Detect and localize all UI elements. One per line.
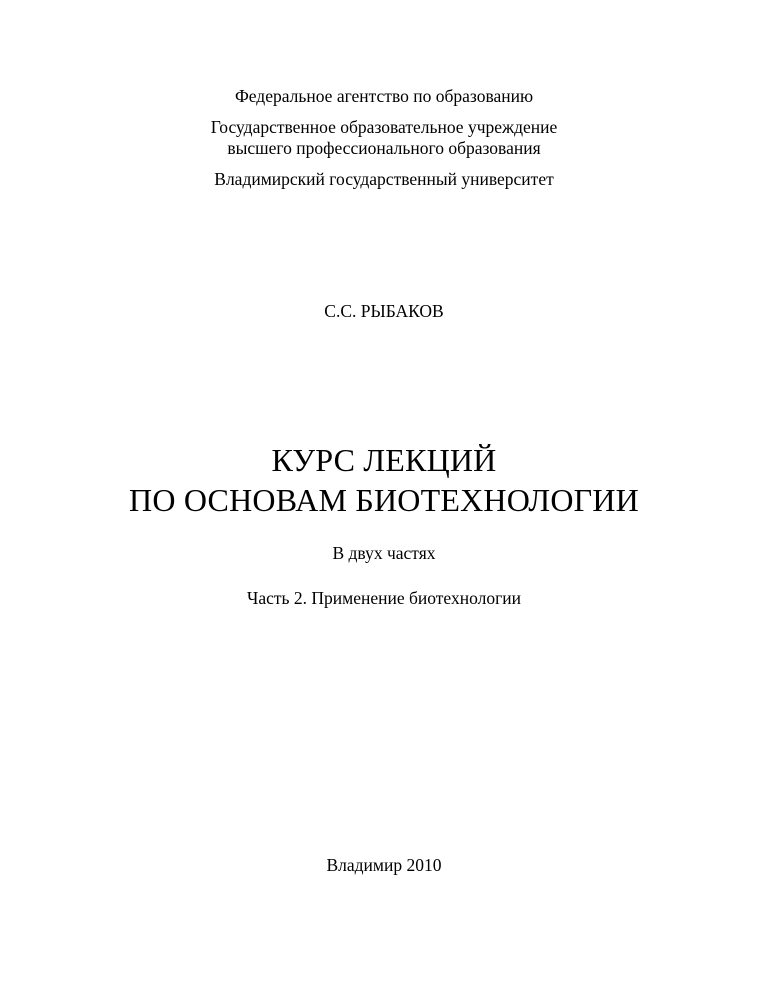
institution-type-line-1: Государственное образовательное учреждение — [210, 117, 558, 137]
ministry-name: Федеральное агентство по образованию — [234, 86, 534, 106]
author-name: С.С. РЫБАКОВ — [324, 301, 444, 321]
university-name: Владимирский государственный университет — [214, 169, 554, 189]
title-line-2: ПО ОСНОВАМ БИОТЕХНОЛОГИИ — [129, 482, 639, 518]
subtitle-parts: В двух частях — [332, 543, 436, 563]
imprint: Владимир 2010 — [326, 855, 442, 875]
title-line-1: КУРС ЛЕКЦИЙ — [271, 442, 497, 478]
subtitle-part: Часть 2. Применение биотехнологии — [246, 588, 521, 608]
institution-type-line-2: высшего профессионального образования — [227, 138, 541, 158]
